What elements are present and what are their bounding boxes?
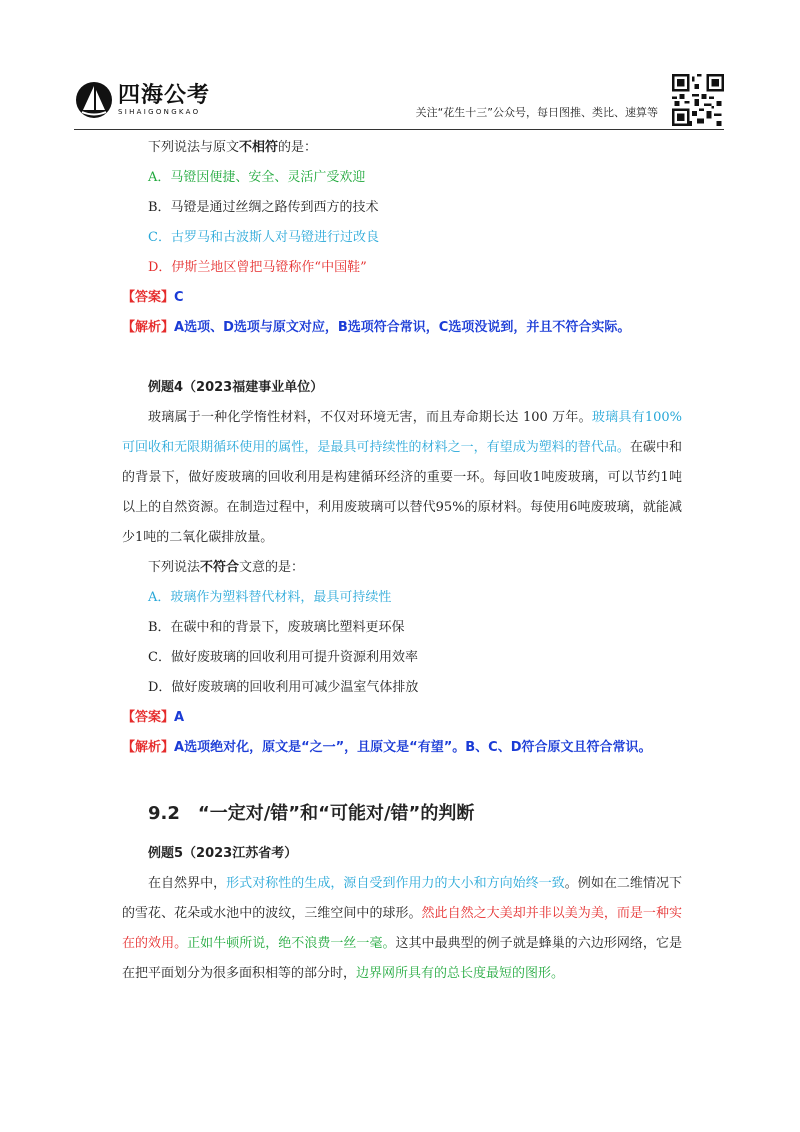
q3-option-a: A．马镫因便捷、安全、灵活广受欢迎 — [148, 170, 366, 185]
qr-code-icon — [672, 74, 724, 126]
section-heading: 9.2 “一定对/错”和“可能对/错”的判断 — [148, 803, 475, 824]
spacer — [122, 829, 682, 839]
logo — [74, 80, 210, 120]
example-4-passage: 玻璃属于一种化学惰性材料，不仅对环境无害，而且寿命期长达 100 万年。玻璃具有100%可回收和无限期循环使用的属性，是最具可持续性的材料之一，有望成为塑料的替代品。在碳中和的背景下，做好废玻璃的回收利用是构建循环经济的重要一环。每回收1吨废玻璃，可以节约1吨以上的自然资源。在制造过程中，利用废玻璃可以替代95%的原材料。每使用6吨废玻璃，就能减少1吨的二氧化碳排放量。 — [122, 410, 683, 545]
header-slogan: 关注“花生十三”公众号，每日图推、类比、速算等 — [415, 106, 658, 119]
page-header — [74, 74, 724, 126]
q3-option-b: B．马镫是通过丝绸之路传到西方的技术 — [148, 200, 379, 215]
spacer — [122, 343, 682, 373]
spacer — [122, 763, 682, 799]
example-5-title: 例题5（2023江苏省考） — [148, 846, 298, 861]
example-5-passage: 在自然界中，形式对称性的生成，源自受到作用力的大小和方向始终一致。例如在二维情况下的雪花、花朵或水池中的波纹，三维空间中的球形。然此自然之大美却并非以美为美，而是一种实在的效用。正如牛顿所说，绝不浪费一丝一毫。这其中最典型的例子就是蜂巢的六边形网络，它是在把平面划分为很多面积相等的部分时，边界网所具有的总长度最短的图形。 — [122, 876, 682, 981]
ex4-option-d: D．做好废玻璃的回收利用可减少温室气体排放 — [148, 680, 419, 695]
page-content — [122, 133, 682, 989]
ex4-analysis: 【解析】A选项绝对化，原文是“之一”，且原文是“有望”。B、C、D符合原文且符合常识。 — [122, 740, 652, 755]
logo-pinyin: SIHAIGONGKAO — [118, 108, 201, 116]
q3-option-c: C．古罗马和古波斯人对马镫进行过改良 — [148, 230, 379, 245]
example-4-title: 例题4（2023福建事业单位） — [148, 380, 324, 395]
q3-prompt: 下列说法与原文不相符的是： — [148, 140, 318, 155]
q3-analysis: 【解析】A选项、D选项与原文对应，B选项符合常识，C选项没说到，并且不符合实际。 — [122, 320, 631, 335]
ex4-option-c: C．做好废玻璃的回收利用可提升资源利用效率 — [148, 650, 418, 665]
ex4-prompt: 下列说法不符合文意的是： — [148, 560, 305, 575]
ex4-option-a: A．玻璃作为塑料替代材料，最具可持续性 — [148, 590, 392, 605]
ex4-prompt-emphasis: 不符合 — [200, 560, 240, 575]
q3-answer: 【答案】C — [122, 290, 184, 305]
ex4-answer: 【答案】A — [122, 710, 185, 725]
header-divider — [74, 129, 724, 130]
ex4-option-b: B．在碳中和的背景下，废玻璃比塑料更环保 — [148, 620, 405, 635]
q3-option-d: D．伊斯兰地区曾把马镫称作“中国鞋” — [148, 260, 367, 275]
sailboat-logo-icon — [74, 80, 114, 120]
q3-prompt-emphasis: 不相符 — [239, 140, 279, 155]
logo-text — [118, 84, 210, 116]
logo-name: 四海公考 — [118, 83, 211, 108]
